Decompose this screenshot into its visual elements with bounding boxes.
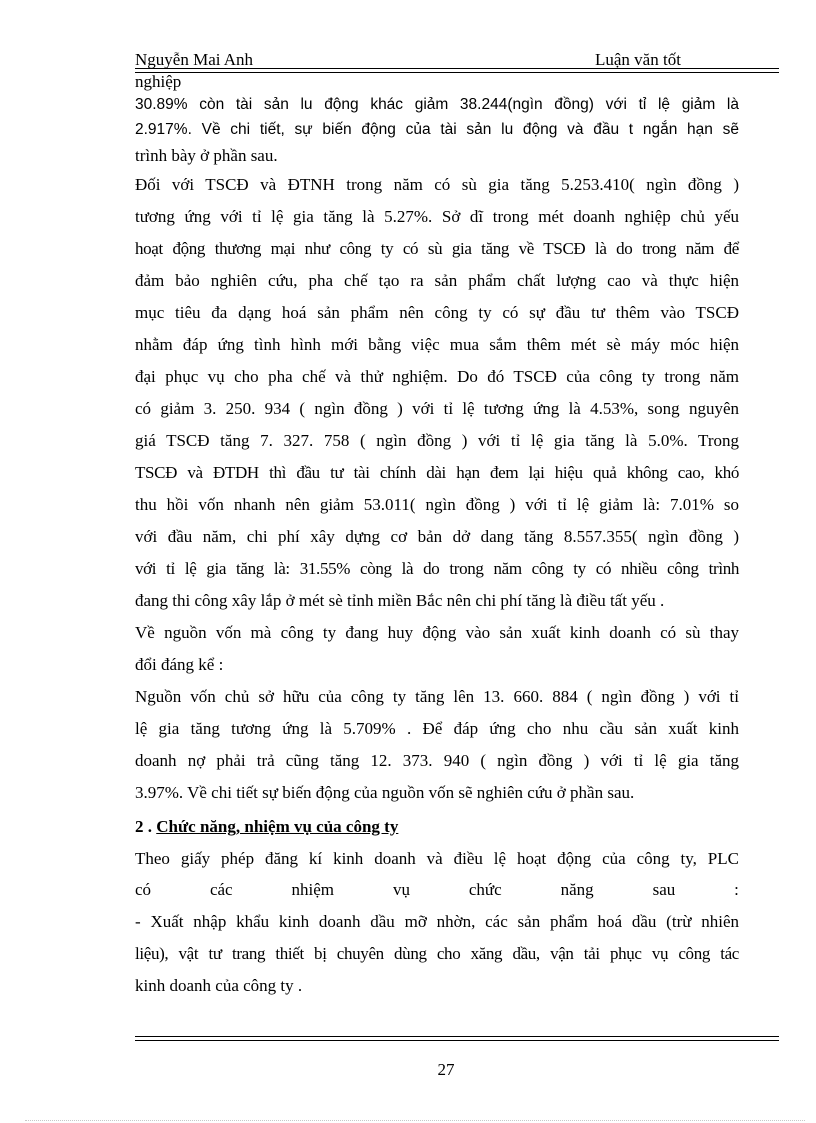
text-line: Đối với TSCĐ và ĐTNH trong năm có sù gia tăng 5.253.410( ngìn đồng ) xyxy=(135,175,739,194)
text-line: 30.89% còn tài sản lu động khác giảm 38.244(ngìn đồng) với tỉ lệ giảm là xyxy=(135,96,739,113)
text-line: đảm bảo nghiên cứu, pha chế tạo ra sản phẩm chất lượng cao và thực hiện xyxy=(135,271,739,290)
text-line: đại phục vụ cho pha chế và thử nghiệm. Do đó TSCĐ của công ty trong năm xyxy=(135,367,739,386)
text-line: giá TSCĐ tăng 7. 327. 758 ( ngìn đồng ) với tỉ lệ gia tăng là 5.0%. Trong xyxy=(135,431,739,450)
text-line: liệu), vật tư trang thiết bị chuyên dùng cho xăng dầu, vận tải phục vụ công tác xyxy=(135,944,739,963)
text-line: Nguồn vốn chủ sở hữu của công ty tăng lên 13. 660. 884 ( ngìn đồng ) với tỉ xyxy=(135,687,739,706)
text-line: với tỉ lệ gia tăng là: 31.55% còng là do trong năm công ty có nhiều công trình xyxy=(135,559,739,578)
text-line: - Xuất nhập khẩu kinh doanh dầu mỡ nhờn, các sản phẩm hoá dầu (trừ nhiên xyxy=(135,912,739,931)
text-line: tương ứng với tỉ lệ gia tăng là 5.27%. Sở dĩ trong mét doanh nghiệp chủ yếu xyxy=(135,207,739,226)
text-line: 3.97%. Về chi tiết sự biến động của nguồn vốn sẽ nghiên cứu ở phần sau. xyxy=(135,783,635,802)
text-line: nhằm đáp ứng tình hình mới bằng việc mua sắm thêm mét sè máy móc hiện xyxy=(135,335,739,354)
word: nhiệm xyxy=(291,880,335,899)
section-heading xyxy=(135,817,739,837)
text-line: trình bày ở phần sau. xyxy=(135,146,278,165)
word: chức xyxy=(468,880,502,899)
section-title: Chức năng, nhiệm vụ của công ty xyxy=(156,817,399,836)
text-line: với đầu năm, chi phí xây dựng cơ bản dở dang tăng 8.557.355( ngìn đồng ) xyxy=(135,527,739,546)
text-line: doanh nợ phải trả cũng tăng 12. 373. 940 ( ngìn đồng ) với tỉ lệ gia tăng xyxy=(135,751,739,770)
header-rule-thick xyxy=(135,68,779,69)
header-title: Luận văn tốt xyxy=(595,50,681,69)
text-line: 2.917%. Về chi tiết, sự biến động của tài sản lu động và đầu t ngắn hạn sẽ xyxy=(135,121,739,138)
text-line: TSCĐ và ĐTDH thì đầu tư tài chính dài hạn đem lại hiệu quả không cao, khó xyxy=(135,463,739,482)
text-line: kinh doanh của công ty . xyxy=(135,976,303,995)
text-line xyxy=(135,880,739,900)
page-boundary xyxy=(25,1120,805,1121)
word: năng xyxy=(560,880,594,899)
text-line: đang thi công xây lắp ở mét sè tỉnh miền Bắc nên chi phí tăng là điều tất yếu . xyxy=(135,591,665,610)
word: các xyxy=(209,880,233,899)
text-line: lệ gia tăng tương ứng là 5.709% . Để đáp ứng cho nhu cầu sản xuất kinh xyxy=(135,719,739,738)
word: vụ xyxy=(392,880,410,899)
text-line: nghiệp xyxy=(135,72,182,91)
text-line: có giảm 3. 250. 934 ( ngìn đồng ) với tỉ lệ tương ứng là 4.53%, song nguyên xyxy=(135,399,739,418)
footer-rule-thick xyxy=(135,1036,779,1037)
word: có xyxy=(135,880,152,899)
text-line: hoạt động thương mại như công ty có sù gia tăng về TSCĐ là do trong năm để xyxy=(135,239,739,258)
header-author: Nguyễn Mai Anh xyxy=(135,50,254,69)
spread-line xyxy=(135,880,739,900)
section-number: 2 . xyxy=(135,817,152,836)
text-line: đổi đáng kể : xyxy=(135,655,224,674)
footer-rule-thin xyxy=(135,1040,779,1041)
page-number: 27 xyxy=(437,1060,455,1079)
text-line: thu hồi vốn nhanh nên giảm 53.011( ngìn đồng ) với tỉ lệ giảm là: 7.01% so xyxy=(135,495,739,514)
text-line: Về nguồn vốn mà công ty đang huy động vào sản xuất kinh doanh có sù thay xyxy=(135,623,739,642)
word: : xyxy=(734,880,739,899)
text-line: Theo giấy phép đăng kí kinh doanh và điều lệ hoạt động của công ty, PLC xyxy=(135,849,739,868)
word: sau xyxy=(652,880,676,899)
text-line: mục tiêu đa dạng hoá sản phẩm nên công ty có sự đầu tư thêm vào TSCĐ xyxy=(135,303,739,322)
